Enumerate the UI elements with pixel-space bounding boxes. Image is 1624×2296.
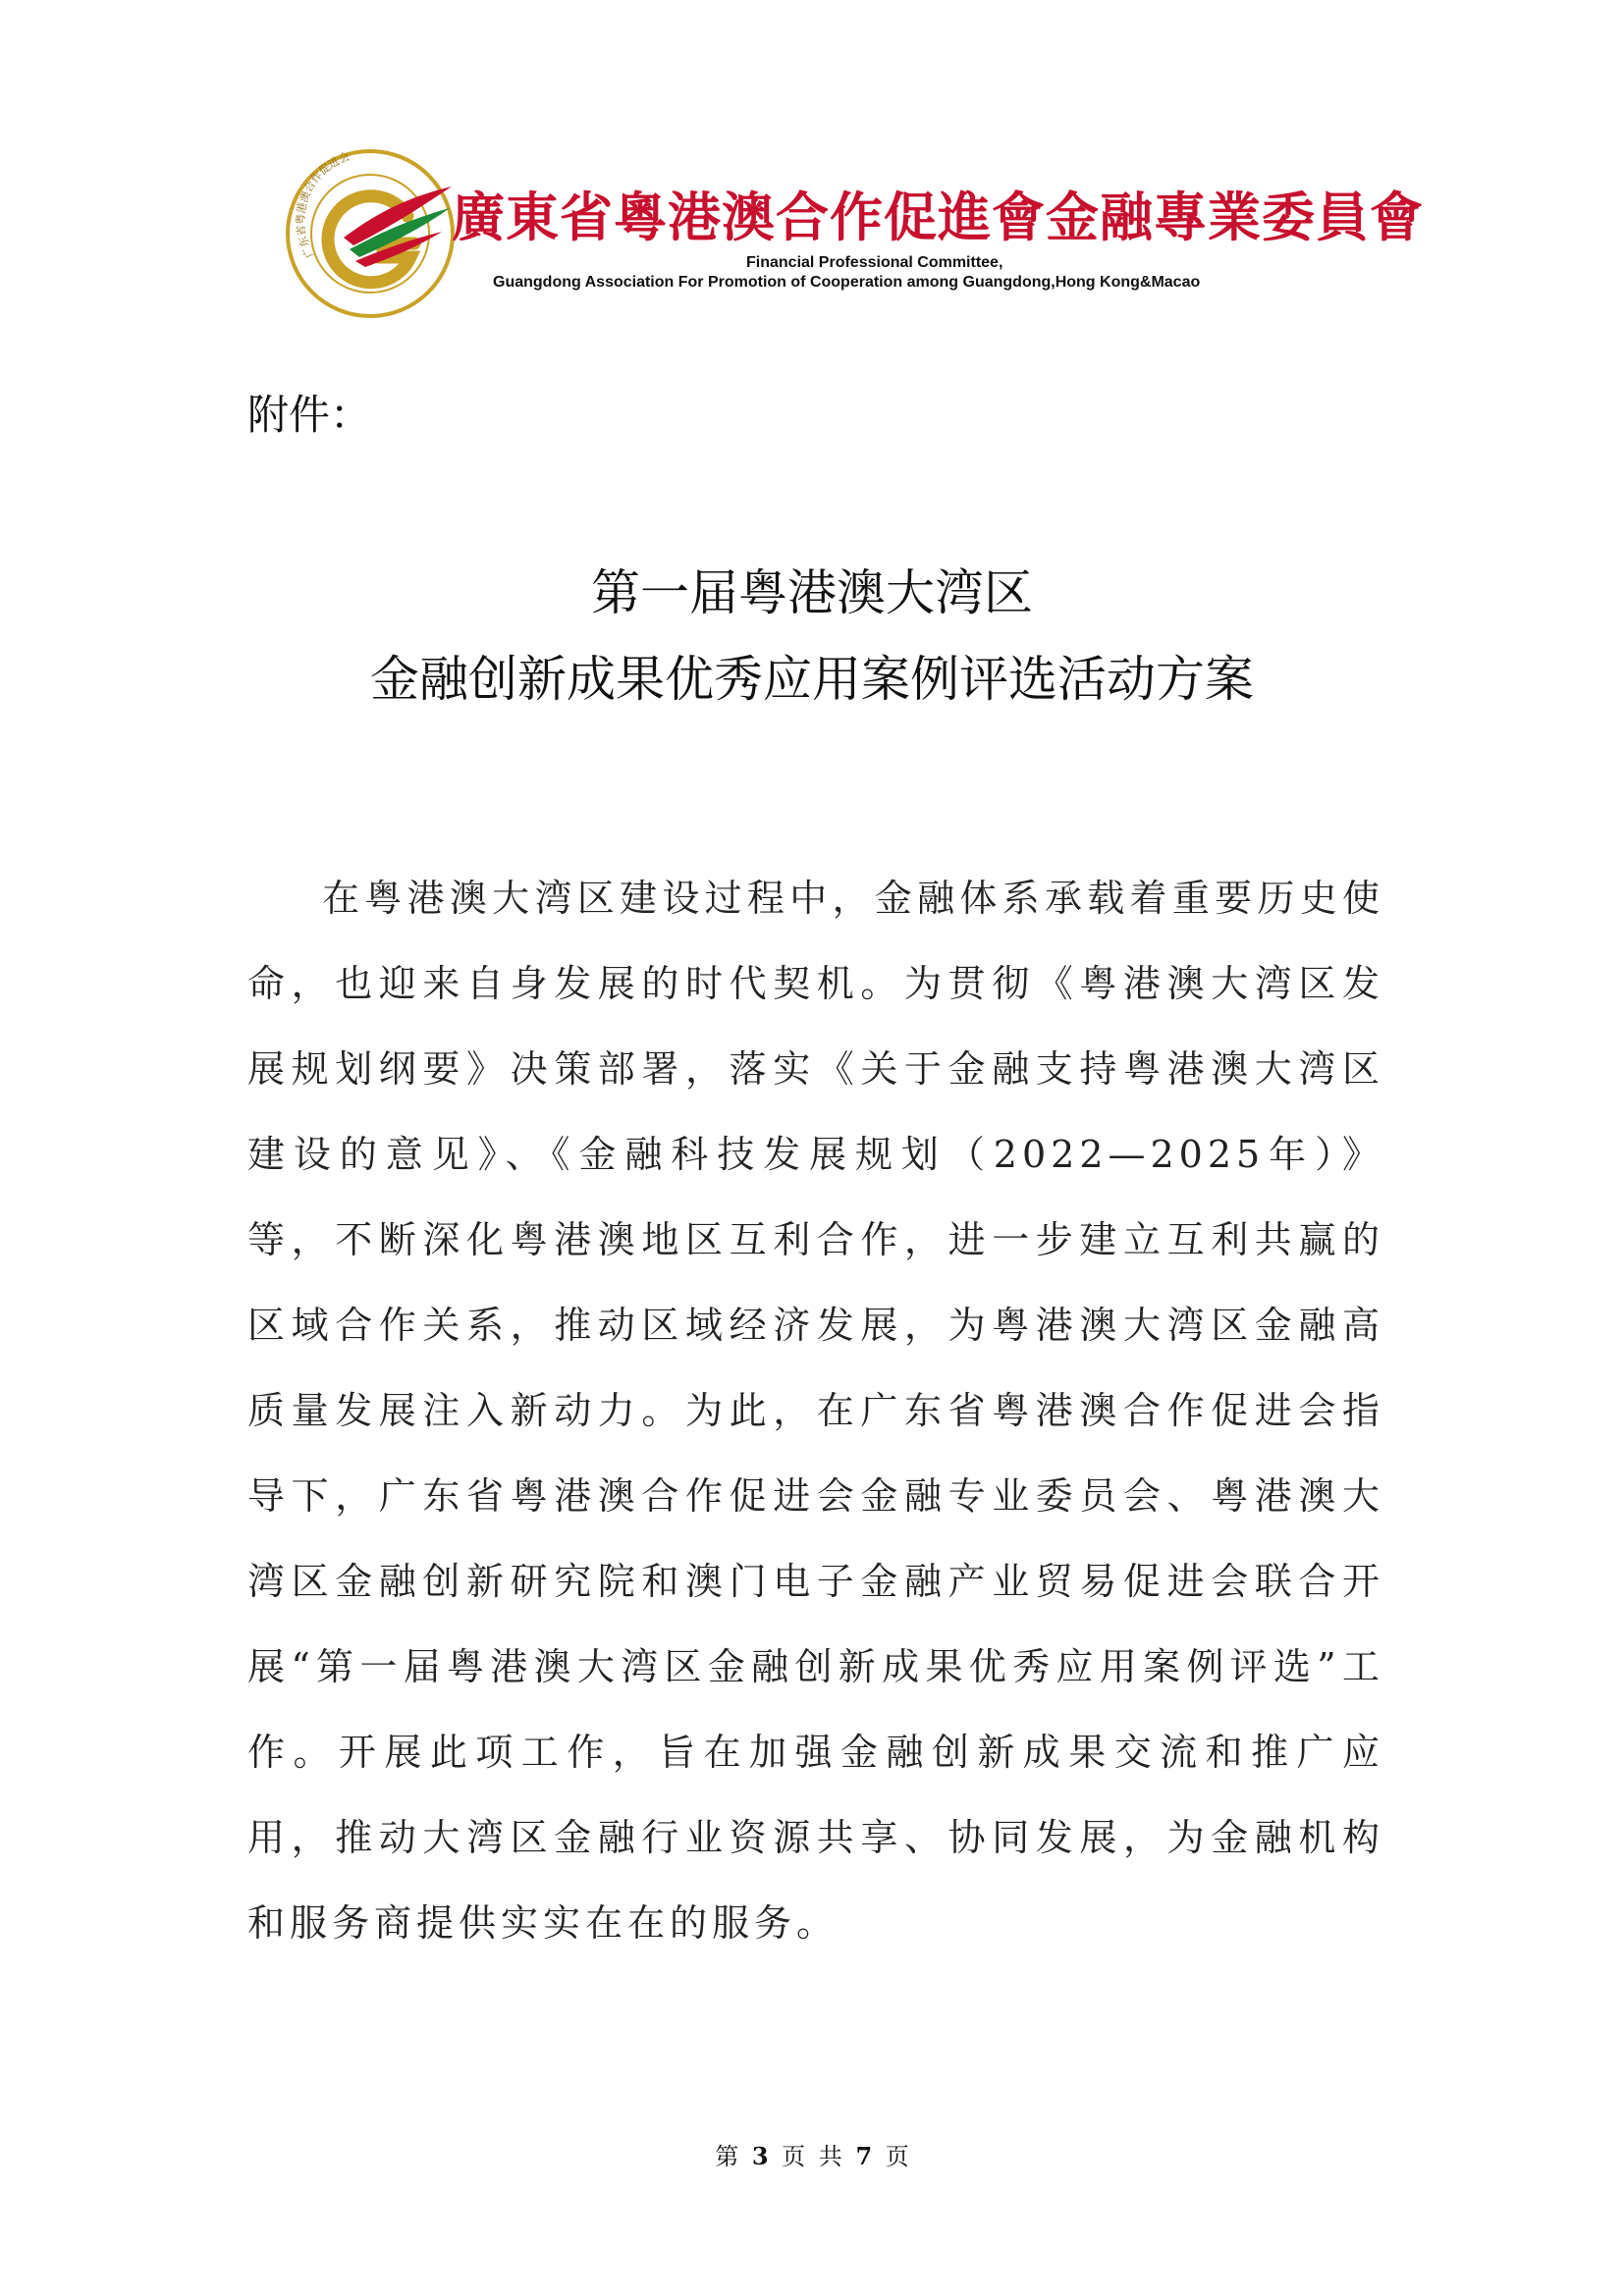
attachment-label: 附件： (247, 391, 372, 439)
page-footer (0, 2142, 1624, 2171)
document-title (247, 550, 1377, 722)
body-paragraph: 在粤港澳大湾区建设过程中，金融体系承载着重要历史使命，也迎来自身发展的时代契机。为贯彻《粤港澳大湾区发展规划纲要》决策部署，落实《关于金融支持粤港澳大湾区建设的意见》、《金融科技发展规划（2022—2025年）》等，不断深化粤港澳地区互利合作，进一步建立互利共赢的区域合作关系，推动区域经济发展，为粤港澳大湾区金融高质量发展注入新动力。为此，在广东省粤港澳合作促进会指导下，广东省粤港澳合作促进会金融专业委员会、粤港澳大湾区金融创新研究院和澳门电子金融产业贸易促进会联合开展“第一届粤港澳大湾区金融创新成果优秀应用案例评选”工作。开展此项工作，旨在加强金融创新成果交流和推广应用，推动大湾区金融行业资源共享、协同发展，为金融机构和服务商提供实实在在的服务。 (247, 877, 1384, 1945)
organization-name-english-line1: Financial Professional Committee, (746, 254, 1003, 271)
document-title-line1: 第一届粤港澳大湾区 (591, 564, 1033, 621)
document-title-line2: 金融创新成果优秀应用案例评选活动方案 (370, 651, 1254, 708)
letterhead (285, 147, 1424, 319)
logo-ring-text: 广东省粤港澳合作促进会 (294, 149, 352, 260)
footer-current-page: 3 (751, 2142, 769, 2170)
footer-total-pages: 7 (855, 2142, 873, 2170)
organization-name-english-line2: Guangdong Association For Promotion of Cooperation among Guangdong,Hong Kong&Macao (493, 274, 1201, 291)
organization-name-chinese: 廣東省粵港澳合作促進會金融專業委員會 (452, 187, 1424, 248)
footer-prefix: 第 (715, 2143, 739, 2170)
association-logo-icon (285, 147, 457, 319)
footer-suffix: 页 (885, 2143, 909, 2170)
footer-middle: 页 共 (782, 2143, 842, 2170)
